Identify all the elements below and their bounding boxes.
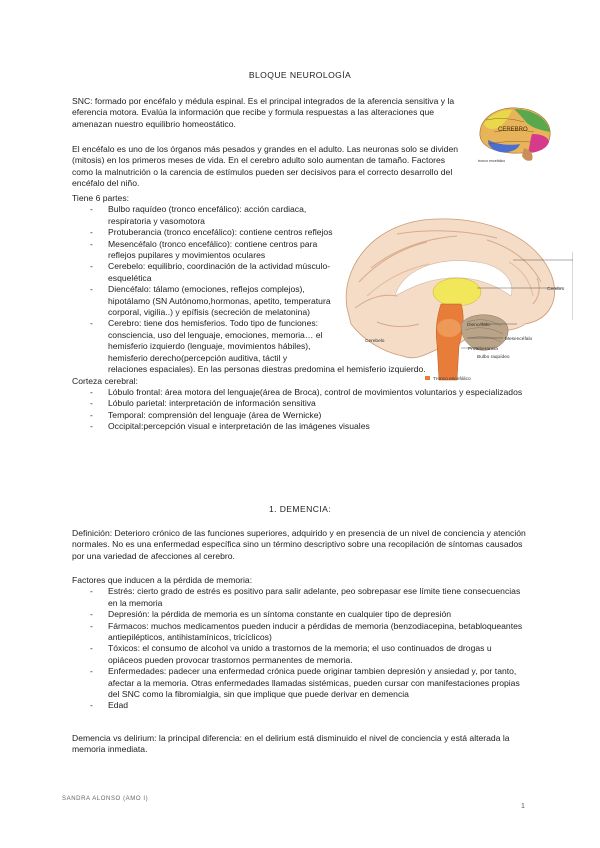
parts-continuation: relaciones espaciales). En las personas diestras predomina el hemisferio izquierdo. — [108, 364, 426, 375]
page-number: 1 — [521, 803, 525, 810]
small-fig-label-cerebro: CEREBRO — [498, 127, 528, 133]
parts-intro: Tiene 6 partes: — [72, 193, 130, 203]
factores-list — [72, 586, 527, 711]
list-item: - Occipital:percepción visual e interpretación de las imágenes visuales — [72, 421, 527, 432]
list-item: - Tóxicos: el consumo de alcohol va unido a trastornos de la memoria; el uso continuados de drogas u opiáceos pueden provocar trastornos permanentes de memoria. — [72, 643, 527, 666]
parts-list — [72, 204, 337, 364]
list-item: - Bulbo raquídeo (tronco encefálico): acción cardiaca, respiratoria y vasomotora — [72, 204, 337, 227]
definicion-paragraph: Definición: Deterioro crónico de las funciones superiores, adquirido y en presencia de un nivel de conciencia y atención normales. No es una enfermedad específica sino un término descriptivo sobre una recopilación de síntomas causados por una variedad de afecciones al cerebro. — [72, 528, 526, 561]
list-item: - Edad — [72, 700, 527, 711]
large-brain-figure — [337, 212, 573, 386]
list-item: - Estrés: cierto grado de estrés es positivo para salir adelante, peo sobrepasar ese límite tiene consecuencias en la memoria — [72, 586, 527, 609]
list-item: - Mesencéfalo (tronco encefálico): contiene centros para reflejos pupilares y movimientos oculares — [72, 239, 337, 262]
list-item: - Cerebelo: equilibrio, coordinación de la actividad músculo-esquelética — [72, 261, 337, 284]
list-item: - Enfermedades: padecer una enfermedad crónica puede originar tambien depresión y ansiedad y, por tanto, afectar a la memoria. Otras enfermedades llamadas sistémicas, pueden cursar con manifestaciones propias del SNC como la fibromialgia, sin que implique que puede derivar en demencia — [72, 666, 527, 700]
small-fig-label-tronco: tronco encefálico — [478, 159, 506, 163]
large-fig-label-mesencefalo: Mesencéfalo — [505, 337, 533, 342]
delirium-paragraph: Demencia vs delirium: la principal diferencia: en el delirium está disminuido el nivel de conciencia y está alterada la memoria inmediata. — [72, 733, 510, 755]
small-brain-figure — [474, 104, 556, 166]
corteza-intro: Corteza cerebral: — [72, 375, 138, 386]
factores-intro: Factores que inducen a la pérdida de memoria: — [72, 575, 253, 585]
large-fig-label-protuberancia: Protuberancia — [468, 347, 498, 352]
large-fig-label-cerebelo: Cerebelo — [365, 339, 385, 344]
legend-swatch — [425, 376, 430, 380]
footer-author: SANDRA ALONSO (AMO I) — [62, 796, 149, 802]
encefalo-paragraph: El encéfalo es uno de los órganos más pesados y grandes en el adulto. Las neuronas solo se dividen (mitosis) en los primeros meses de vida. En el cerebro adulto solo aumentan de tamaño. Factores como la malnutrición o la carencia de estímulos pueden ser decisivos para el correcto desarrollo del encéfalo del niño. — [72, 144, 459, 189]
corteza-list — [72, 387, 527, 433]
large-fig-label-diencefalo: Diencéfalo — [467, 323, 490, 328]
factores-section — [72, 575, 527, 712]
list-item: - Lóbulo frontal: área motora del lenguaje(área de Broca), control de movimientos voluntarios y especializados — [72, 387, 527, 398]
large-fig-label-cerebro: Cerebro — [547, 287, 565, 292]
list-item: - Lóbulo parietal: interpretación de información sensitiva — [72, 398, 527, 409]
list-item: - Cerebro: tiene dos hemisferios. Todo tipo de funciones: consciencia, uso del lenguaje, emociones, memoria… el hemisferio izquierdo (lenguaje, movimientos hábiles), hemisferio derecho(percepción auditiva, táctil y — [72, 318, 337, 364]
list-item: - Protuberancia (tronco encefálico): contiene centros reflejos — [72, 227, 337, 238]
section-title: 1. DEMENCIA: — [268, 504, 332, 514]
list-item: - Depresión: la pérdida de memoria es un síntoma constante en cualquier tipo de depresión — [72, 609, 527, 620]
list-item: - Diencéfalo: tálamo (emociones, reflejos complejos), hipotálamo (SN Autónomo,hormonas, apetito, temperatura corporal, vigilia..) y epífisis (secreción de melatonina) — [72, 284, 337, 318]
page-title: BLOQUE NEUROLOGÍA — [248, 70, 352, 80]
list-item: - Temporal: comprensión del lenguaje (área de Wernicke) — [72, 410, 527, 421]
list-item: - Fármacos: muchos medicamentos pueden inducir a pérdidas de memoria (benzodiacepina, betabloqueantes antiepilépticos, antihistamínicos, tricíclicos) — [72, 621, 527, 644]
large-fig-label-bulbo: Bulbo raquídeo — [477, 355, 510, 360]
snc-paragraph: SNC: formado por encéfalo y médula espinal. Es el principal integrados de la aferencia sensitiva y la eferencia motora. Evalúa la información que recibe y formula respuestas a las alteraciones que amenazan nuestro equilibrio homeostático. — [72, 96, 455, 129]
large-fig-legend: Tronco encefálico — [433, 377, 471, 382]
